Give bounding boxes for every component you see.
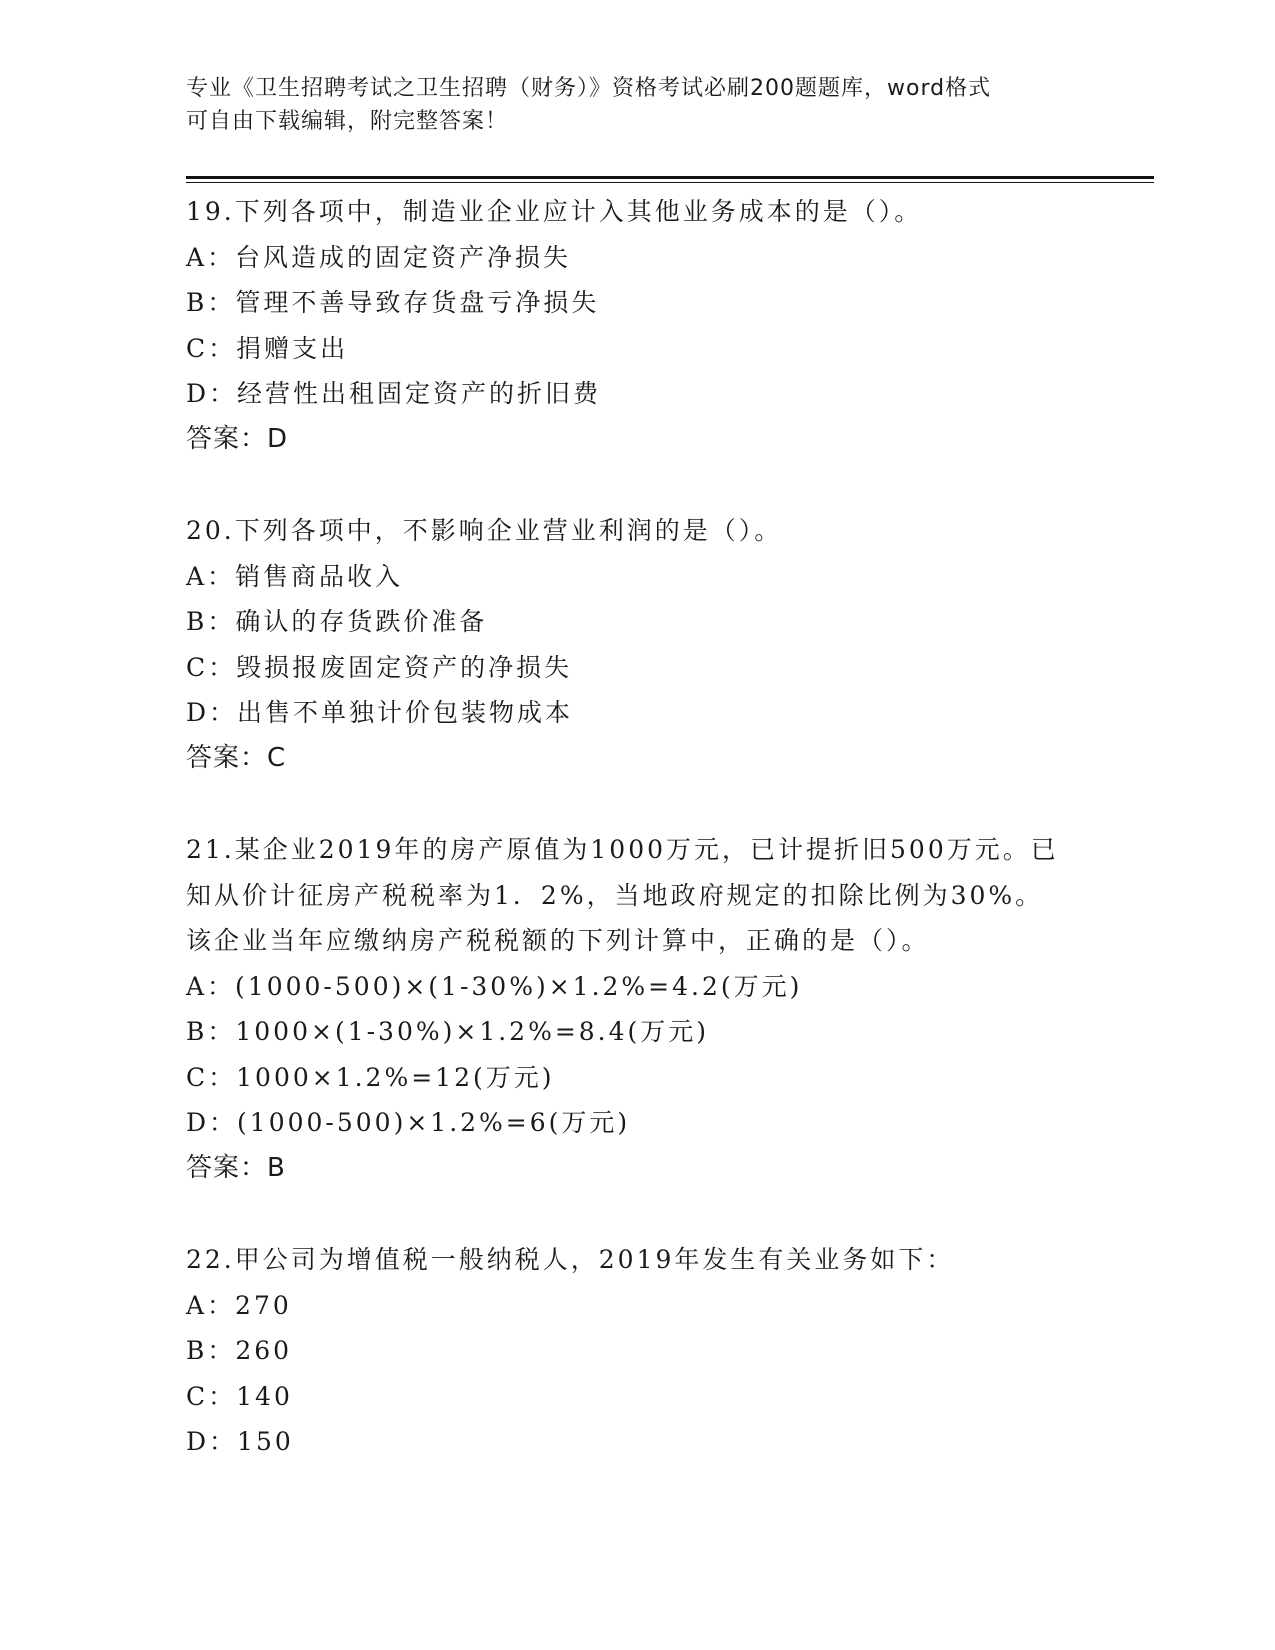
option-c: C：捐赠支出 (186, 333, 349, 363)
question-stem-continued: 知从价计征房产税税率为1．2%，当地政府规定的扣除比例为30%。 (186, 880, 1044, 910)
answer-label: 答案：D (186, 423, 289, 454)
question-stem: 20.下列各项中，不影响企业营业利润的是（）。 (186, 516, 783, 545)
option-c: C：140 (186, 1381, 293, 1411)
question-22 (186, 1237, 1086, 1465)
option-d: D：出售不单独计价包装物成本 (186, 698, 574, 727)
option-b: B：管理不善导致存货盘亏净损失 (186, 288, 600, 317)
option-a: A：台风造成的固定资产净损失 (186, 242, 572, 272)
answer-label: 答案：B (186, 1152, 286, 1183)
question-list (186, 189, 1086, 1511)
option-d: D：150 (186, 1427, 294, 1456)
question-stem-continued: 该企业当年应缴纳房产税税额的下列计算中，正确的是（）。 (186, 926, 930, 955)
option-d: D：(1000-500)×1.2%=6(万元) (186, 1108, 631, 1137)
question-21 (186, 827, 1086, 1191)
question-19 (186, 189, 1086, 462)
header-divider-thick (186, 176, 1154, 179)
option-c: C：毁损报废固定资产的净损失 (186, 652, 573, 682)
question-stem: 19.下列各项中，制造业企业应计入其他业务成本的是（）。 (186, 197, 923, 226)
answer-label: 答案：C (186, 742, 287, 773)
option-b: B：确认的存货跌价准备 (186, 607, 488, 636)
question-20 (186, 508, 1086, 781)
option-c: C：1000×1.2%=12(万元) (186, 1062, 555, 1092)
question-stem: 22.甲公司为增值税一般纳税人，2019年发生有关业务如下： (186, 1245, 955, 1274)
option-a: A：销售商品收入 (186, 561, 404, 591)
header-line-2: 可自由下载编辑，附完整答案！ (186, 109, 509, 134)
option-d: D：经营性出租固定资产的折旧费 (186, 379, 602, 408)
question-stem: 21.某企业2019年的房产原值为1000万元，已计提折旧500万元。已 (186, 835, 1059, 864)
header-divider-thin (186, 182, 1154, 183)
option-b: B：1000×(1-30%)×1.2%=8.4(万元) (186, 1017, 710, 1046)
header-line-1: 专业《卫生招聘考试之卫生招聘（财务）》资格考试必刷200题题库，word格式 (186, 76, 992, 101)
document-header (186, 72, 1066, 138)
option-b: B：260 (186, 1336, 293, 1365)
option-a: A：(1000-500)×(1-30%)×1.2%=4.2(万元) (186, 971, 803, 1001)
option-a: A：270 (186, 1290, 292, 1320)
